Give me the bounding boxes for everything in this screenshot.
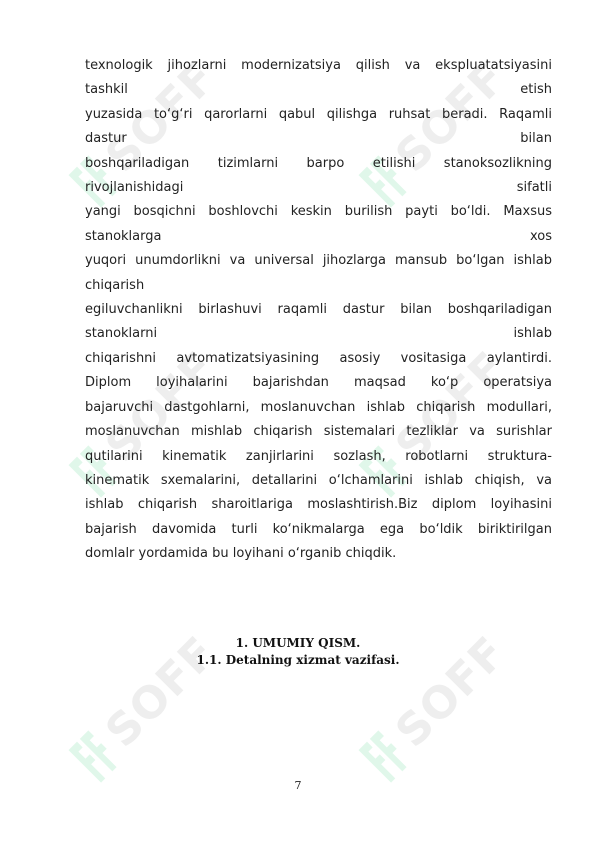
text-line: yuqori unumdorlikni va universal jihozlarga mansub bo‘lgan ishlab	[85, 253, 552, 269]
text-line: yangi bosqichni boshlovchi keskin burilish payti bo‘ldi. Maxsus	[85, 204, 552, 220]
text-line: yuzasida to‘g‘ri qarorlarni qabul qilishga ruhsat beradi. Raqamli	[85, 106, 552, 122]
watermark-text: SOFF	[385, 341, 517, 472]
subsection-heading: 1.1. Detalning xizmat vazifasi.	[196, 653, 400, 667]
watermark-text: SOFF	[385, 626, 517, 757]
text-line: bajaruvchi dastgohlarni, moslanuvchan ishlab chiqarish modullari,	[85, 399, 552, 415]
watermark-text: SOFF	[95, 51, 227, 182]
text-line: Diplom loyihalarini bajarishdan maqsad ko‘p operatsiya	[85, 375, 552, 391]
section-heading: 1. UMUMIY QISM.	[235, 636, 361, 650]
watermark-text: SOFF	[95, 626, 227, 757]
text-line: moslanuvchan mishlab chiqarish sistemalari tezliklar va surishlar	[85, 424, 552, 440]
body-paragraph	[85, 51, 552, 567]
text-line: rivojlanishidagi sifatli	[85, 180, 552, 196]
text-line: texnologik jihozlarni modernizatsiya qilish va ekspluatatsiyasini	[85, 58, 552, 73]
text-line: tashkil etish	[85, 82, 552, 98]
text-line: boshqariladigan tizimlarni barpo etilishi stanoksozlikning	[85, 155, 552, 171]
text-line: bajarish davomida turli ko‘nikmalarga ega bo‘ldik biriktirilgan	[85, 521, 552, 537]
watermark-text: SOFF	[95, 341, 227, 472]
text-line: domlalr yordamida bu loyihani o‘rganib chiqdik.	[85, 546, 397, 562]
text-line: kinematik sxemalarini, detallarini o‘lchamlarini ishlab chiqish, va	[85, 472, 552, 488]
watermark-text: SOFF	[385, 51, 517, 182]
text-line: stanoklarni ishlab	[85, 326, 552, 342]
text-line: stanoklarga xos	[85, 228, 552, 244]
text-line: egiluvchanlikni birlashuvi raqamli dastur bilan boshqariladigan	[85, 302, 552, 318]
text-line: chiqarishni avtomatizatsiyasining asosiy vositasiga aylantirdi.	[85, 350, 552, 366]
text-line: chiqarish	[85, 277, 145, 293]
text-line: dastur bilan	[85, 131, 552, 147]
text-line: ishlab chiqarish sharoitlariga moslashtirish.Biz diplom loyihasini	[85, 497, 552, 513]
page-number: 7	[294, 779, 302, 792]
text-line: qutilarini kinematik zanjirlarini sozlash, robotlarni struktura-	[85, 448, 552, 464]
